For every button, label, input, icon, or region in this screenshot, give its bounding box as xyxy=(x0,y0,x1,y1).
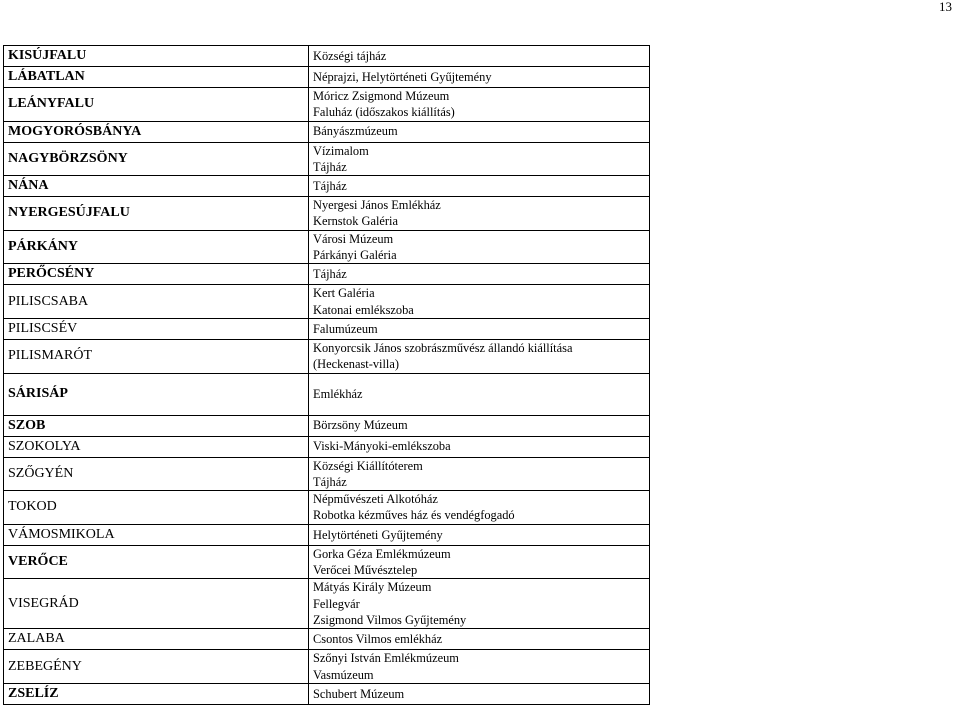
museum-name: Falumúzeum xyxy=(313,321,378,336)
museum-cell xyxy=(309,285,650,319)
museum-cell xyxy=(309,339,650,373)
town-name: VERŐCE xyxy=(4,545,309,579)
museum-name: Viski-Mányoki-emlékszoba xyxy=(313,439,451,454)
museum-name: Népművészeti Alkotóház xyxy=(313,492,438,507)
museum-name: Börzsöny Múzeum xyxy=(313,418,408,433)
museum-name: Fellegvár xyxy=(313,596,360,611)
museum-name: Városi Múzeum xyxy=(313,231,394,246)
museum-name: Tájház xyxy=(313,159,347,174)
museum-cell xyxy=(309,142,650,176)
table-row xyxy=(4,683,650,704)
town-name: PILISCSÉV xyxy=(4,318,309,339)
museum-name: Vasmúzeum xyxy=(313,667,374,682)
museum-cell xyxy=(309,67,650,88)
museum-table xyxy=(3,45,650,705)
museum-cell xyxy=(309,524,650,545)
museum-name: Gorka Géza Emlékmúzeum xyxy=(313,546,451,561)
town-name: ZALABA xyxy=(4,629,309,650)
museum-table-body xyxy=(4,46,650,705)
table-row xyxy=(4,457,650,491)
page-number: 13 xyxy=(939,0,952,14)
table-row xyxy=(4,373,650,415)
museum-name: Szőnyi István Emlékmúzeum xyxy=(313,651,459,666)
town-name: MOGYORÓSBÁNYA xyxy=(4,121,309,142)
museum-name: Párkányi Galéria xyxy=(313,248,397,263)
town-name: NAGYBÖRZSÖNY xyxy=(4,142,309,176)
museum-cell xyxy=(309,318,650,339)
museum-name: Faluház (időszakos kiállítás) xyxy=(313,105,455,120)
table-row xyxy=(4,67,650,88)
museum-cell xyxy=(309,264,650,285)
museum-name: Schubert Múzeum xyxy=(313,686,405,701)
table-row xyxy=(4,436,650,457)
museum-name: Tájház xyxy=(313,179,347,194)
museum-cell xyxy=(309,88,650,122)
town-name: NÁNA xyxy=(4,176,309,197)
museum-name: Csontos Vilmos emlékház xyxy=(313,632,443,647)
museum-name: Mátyás Király Múzeum xyxy=(313,580,432,595)
town-name: VISEGRÁD xyxy=(4,579,309,629)
museum-name: Nyergesi János Emlékház xyxy=(313,198,441,213)
museum-name: Emlékház xyxy=(313,386,363,401)
museum-name: Móricz Zsigmond Múzeum xyxy=(313,89,450,103)
town-name: KISÚJFALU xyxy=(4,46,309,67)
table-row xyxy=(4,46,650,67)
town-name: TOKOD xyxy=(4,491,309,525)
museum-cell xyxy=(309,683,650,704)
museum-cell xyxy=(309,230,650,264)
table-row xyxy=(4,88,650,122)
town-name: SÁRISÁP xyxy=(4,373,309,415)
museum-cell xyxy=(309,176,650,197)
table-row xyxy=(4,339,650,373)
museum-name: Robotka kézműves ház és vendégfogadó xyxy=(313,508,515,523)
town-name: PILISMARÓT xyxy=(4,339,309,373)
table-row xyxy=(4,197,650,231)
table-row xyxy=(4,121,650,142)
museum-cell xyxy=(309,415,650,436)
town-name: PILISCSABA xyxy=(4,285,309,319)
table-row xyxy=(4,230,650,264)
museum-name: (Heckenast-villa) xyxy=(313,357,400,372)
table-row xyxy=(4,285,650,319)
town-name: SZŐGYÉN xyxy=(4,457,309,491)
museum-name: Bányászmúzeum xyxy=(313,124,398,139)
table-row xyxy=(4,545,650,579)
town-name: ZEBEGÉNY xyxy=(4,650,309,684)
museum-cell xyxy=(309,629,650,650)
museum-name: Katonai emlékszoba xyxy=(313,302,414,317)
town-name: NYERGESÚJFALU xyxy=(4,197,309,231)
museum-cell xyxy=(309,121,650,142)
museum-name: Tájház xyxy=(313,474,347,489)
museum-name: Tájház xyxy=(313,267,347,282)
town-name: PÁRKÁNY xyxy=(4,230,309,264)
table-row xyxy=(4,176,650,197)
museum-cell xyxy=(309,650,650,684)
museum-name: Községi Kiállítóterem xyxy=(313,458,423,473)
town-name: VÁMOSMIKOLA xyxy=(4,524,309,545)
town-name: LÁBATLAN xyxy=(4,67,309,88)
museum-cell xyxy=(309,46,650,67)
museum-name: Községi tájház xyxy=(313,48,387,63)
town-name: SZOKOLYA xyxy=(4,436,309,457)
museum-name: Verőcei Művésztelep xyxy=(313,563,418,578)
museum-cell xyxy=(309,545,650,579)
town-name: PERŐCSÉNY xyxy=(4,264,309,285)
museum-name: Kernstok Galéria xyxy=(313,214,398,229)
table-row xyxy=(4,579,650,629)
table-row xyxy=(4,629,650,650)
museum-cell xyxy=(309,457,650,491)
museum-cell xyxy=(309,491,650,525)
town-name: ZSELÍZ xyxy=(4,683,309,704)
table-row xyxy=(4,264,650,285)
museum-name: Néprajzi, Helytörténeti Gyűjtemény xyxy=(313,69,492,84)
town-name: SZOB xyxy=(4,415,309,436)
table-row xyxy=(4,650,650,684)
table-row xyxy=(4,524,650,545)
museum-cell xyxy=(309,436,650,457)
museum-cell xyxy=(309,373,650,415)
museum-name: Helytörténeti Gyűjtemény xyxy=(313,527,443,542)
table-row xyxy=(4,415,650,436)
museum-cell xyxy=(309,579,650,629)
museum-name: Kert Galéria xyxy=(313,286,375,301)
museum-name: Vízimalom xyxy=(313,143,369,158)
table-row xyxy=(4,142,650,176)
museum-name: Zsigmond Vilmos Gyűjtemény xyxy=(313,612,467,627)
table-row xyxy=(4,318,650,339)
museum-cell xyxy=(309,197,650,231)
table-row xyxy=(4,491,650,525)
town-name: LEÁNYFALU xyxy=(4,88,309,122)
museum-name: Konyorcsik János szobrászművész állandó kiállítása xyxy=(313,340,573,355)
